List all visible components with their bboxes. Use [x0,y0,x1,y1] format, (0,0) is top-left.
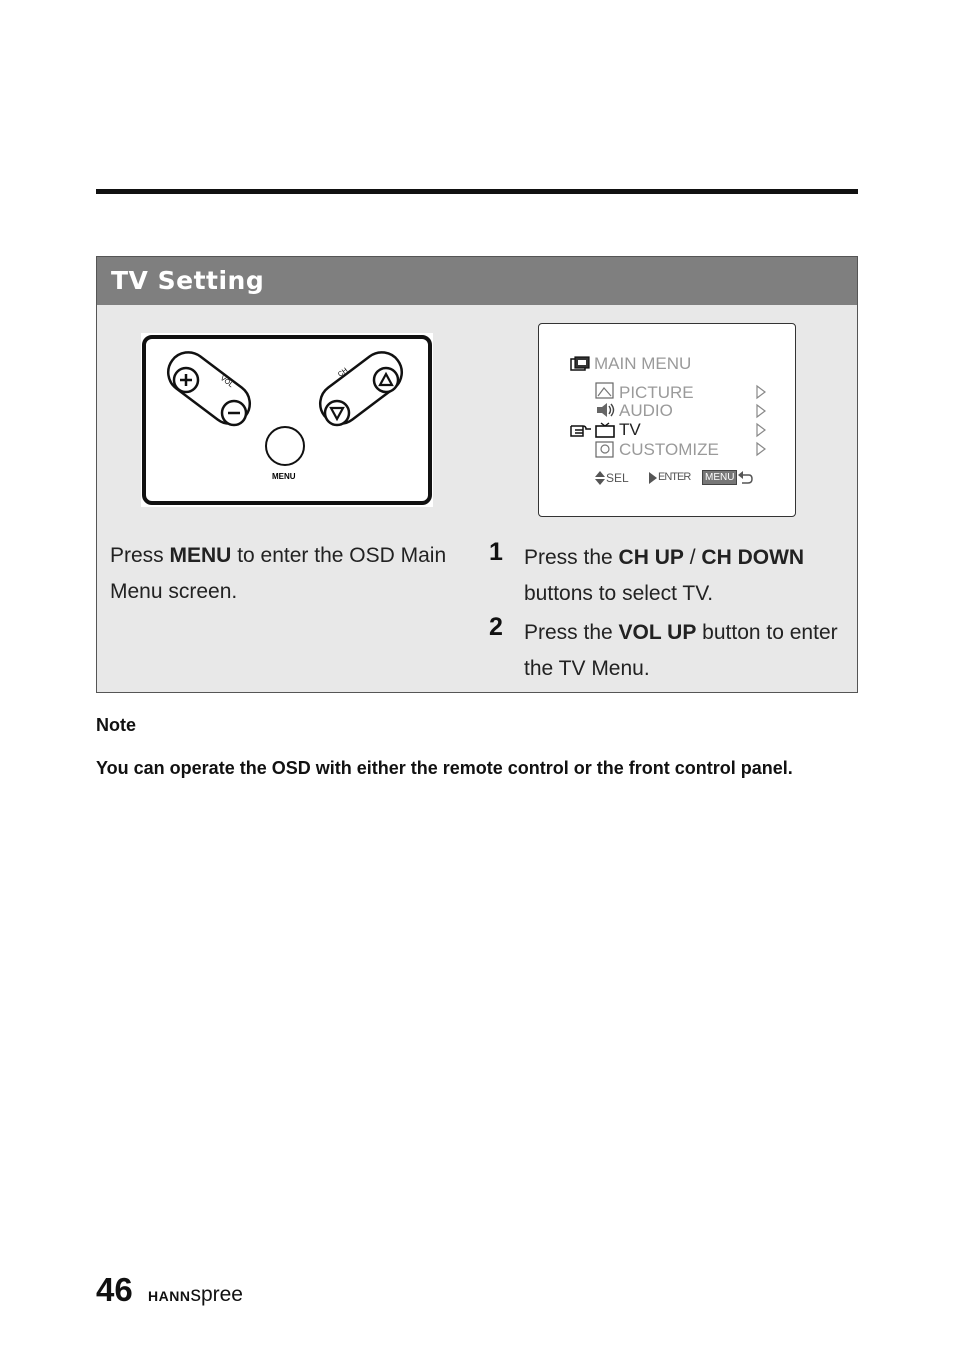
note-title: Note [96,715,136,735]
ch-label: CH [336,366,350,379]
customize-icon [595,441,615,459]
vol-label: VOL [218,375,235,390]
submenu-arrow-icons [755,384,769,464]
page-number: 46 [96,1271,133,1308]
panel-header [97,257,857,305]
menu-label: MENU [272,472,296,481]
return-icon [737,471,753,485]
step-2-number: 2 [489,613,503,641]
osd-footer-sel: SEL [606,471,629,485]
tv-setting-panel [96,256,858,693]
picture-icon [595,382,615,400]
tv-icon [595,422,617,438]
updown-arrow-icon [595,471,605,485]
osd-footer-enter: ENTER [658,471,691,483]
ch-down-icon [325,401,349,425]
section-title: TV Setting [111,266,265,295]
note-body: You can operate the OSD with either the remote control or the front control panel. [96,758,793,778]
step-2-text: Press the VOL UP button to enter the TV Menu. [524,621,838,680]
step-1-number: 1 [489,538,503,566]
pointer-hand-icon [569,422,593,440]
osd-main-menu-illustration [538,323,796,517]
control-panel-drawing [141,333,433,507]
enter-arrow-icon [649,472,657,484]
top-rule [96,189,858,194]
step-1-text: Press the CH UP / CH DOWN buttons to select TV. [524,546,805,605]
brand-logo: HANNspree [148,1283,243,1306]
ch-up-icon [374,368,398,392]
main-menu-icon [570,356,592,372]
osd-title: MAIN MENU [594,354,692,373]
osd-item-customize: CUSTOMIZE [619,440,719,459]
menu-instruction: Press MENU to enter the OSD Main Menu screen. [110,544,447,603]
control-panel-illustration [141,333,433,507]
osd-item-picture: PICTURE [619,383,694,402]
osd-item-audio: AUDIO [619,401,673,420]
osd-footer-menu: MENU [702,470,737,485]
osd-item-tv: TV [619,420,641,439]
audio-icon [595,402,617,418]
menu-button-icon [266,427,304,465]
